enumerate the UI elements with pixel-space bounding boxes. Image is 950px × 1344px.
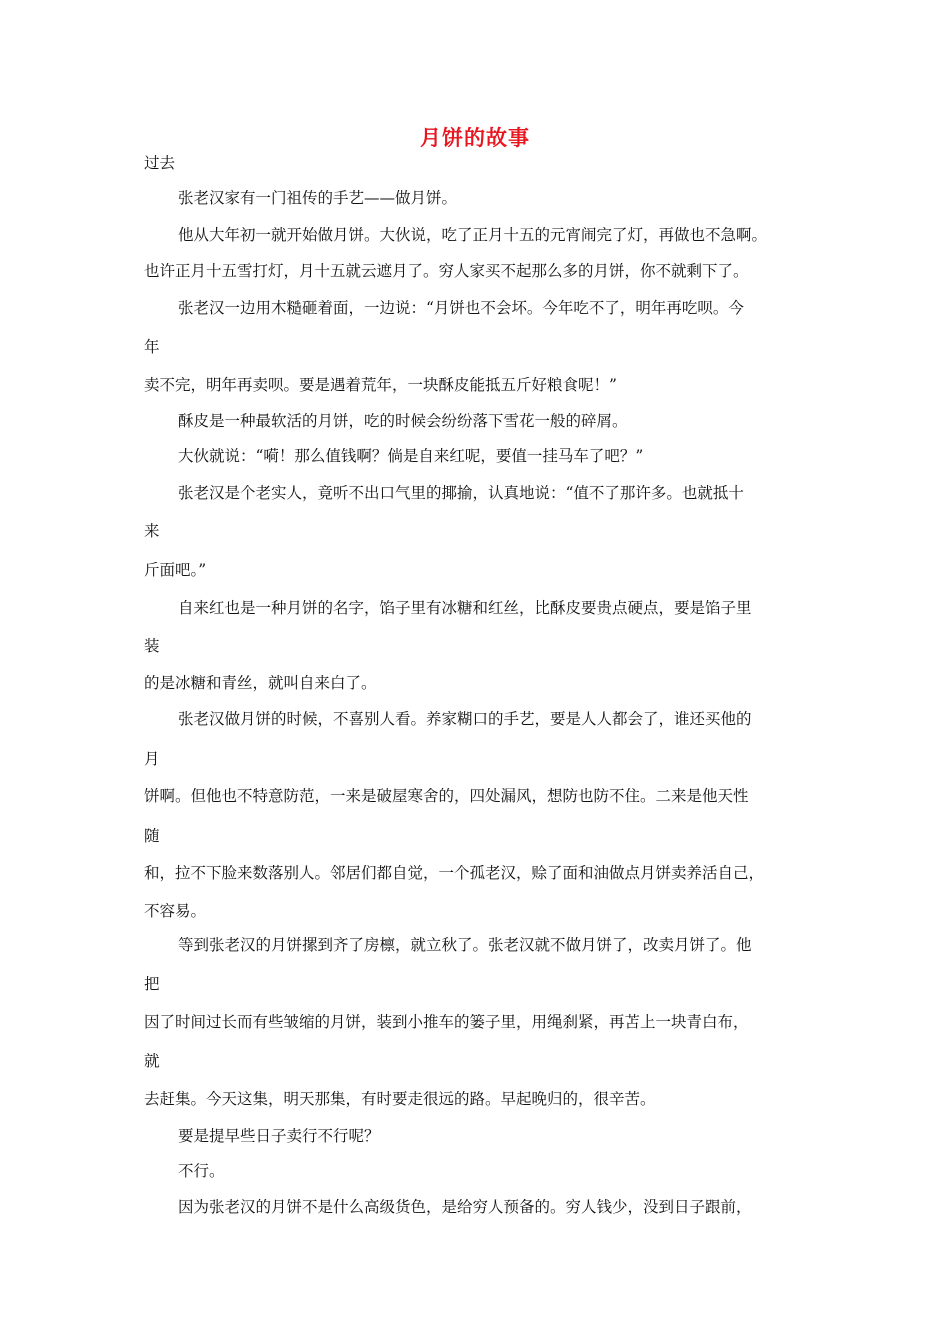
- text-line: 就: [144, 1052, 160, 1070]
- text-line: 饼啊。但他也不特意防范，一来是破屋寒舍的，四处漏风，想防也防不住。二来是他天性: [144, 787, 749, 805]
- text-line: 等到张老汉的月饼摞到齐了房檩，就立秋了。张老汉就不做月饼了，改卖月饼了。他: [178, 936, 752, 954]
- text-line: 不行。: [178, 1162, 225, 1180]
- text-line: 张老汉一边用木糙砸着面，一边说：“月饼也不会坏。今年吃不了，明年再吃呗。今: [178, 299, 744, 317]
- text-line: 年: [144, 338, 160, 356]
- text-line: 斤面吧。”: [144, 561, 207, 579]
- text-line: 因了时间过长而有些皱缩的月饼，装到小推车的篓子里，用绳刹紧，再苫上一块青白布，: [144, 1013, 749, 1031]
- text-line: 张老汉是个老实人，竟听不出口气里的揶揄，认真地说：“值不了那许多。也就抵十: [178, 484, 744, 502]
- text-line: 他从大年初一就开始做月饼。大伙说，吃了正月十五的元宵闹完了灯，再做也不急啊。: [178, 226, 768, 244]
- text-line: 把: [144, 975, 160, 993]
- text-line: 要是提早些日子卖行不行呢？: [178, 1127, 380, 1145]
- text-line: 随: [144, 827, 160, 845]
- text-line: 自来红也是一种月饼的名字，馅子里有冰糖和红丝，比酥皮要贵点硬点，要是馅子里: [178, 599, 752, 617]
- text-line: 张老汉家有一门祖传的手艺——做月饼。: [178, 189, 458, 207]
- text-line: 张老汉做月饼的时候，不喜别人看。养家糊口的手艺，要是人人都会了，谁还买他的: [178, 710, 752, 728]
- text-line: 也许正月十五雪打灯，月十五就云遮月了。穷人家买不起那么多的月饼，你不就剩下了。: [144, 262, 749, 280]
- text-line: 因为张老汉的月饼不是什么高级货色，是给穷人预备的。穷人钱少，没到日子跟前，: [178, 1198, 752, 1216]
- text-line: 月: [144, 750, 160, 768]
- text-line: 酥皮是一种最软活的月饼，吃的时候会纷纷落下雪花一般的碎屑。: [178, 412, 628, 430]
- text-line: 不容易。: [144, 902, 207, 920]
- text-line: 的是冰糖和青丝，就叫自来白了。: [144, 674, 377, 692]
- document-title: 月饼的故事: [420, 125, 530, 150]
- text-line: 大伙就说：“嗬！那么值钱啊？倘是自来红呢，要值一挂马车了吧？”: [178, 447, 644, 465]
- text-line: 来: [144, 522, 160, 540]
- text-line: 和，拉不下脸来数落别人。邻居们都自觉，一个孤老汉，赊了面和油做点月饼卖养活自己，: [144, 864, 765, 882]
- text-line: 装: [144, 637, 160, 655]
- text-line: 去赶集。今天这集，明天那集，有时要走很远的路。早起晚归的，很辛苦。: [144, 1090, 656, 1108]
- text-line: 卖不完，明年再卖呗。要是遇着荒年，一块酥皮能抵五斤好粮食呢！”: [144, 376, 617, 394]
- text-line: 过去: [144, 154, 176, 172]
